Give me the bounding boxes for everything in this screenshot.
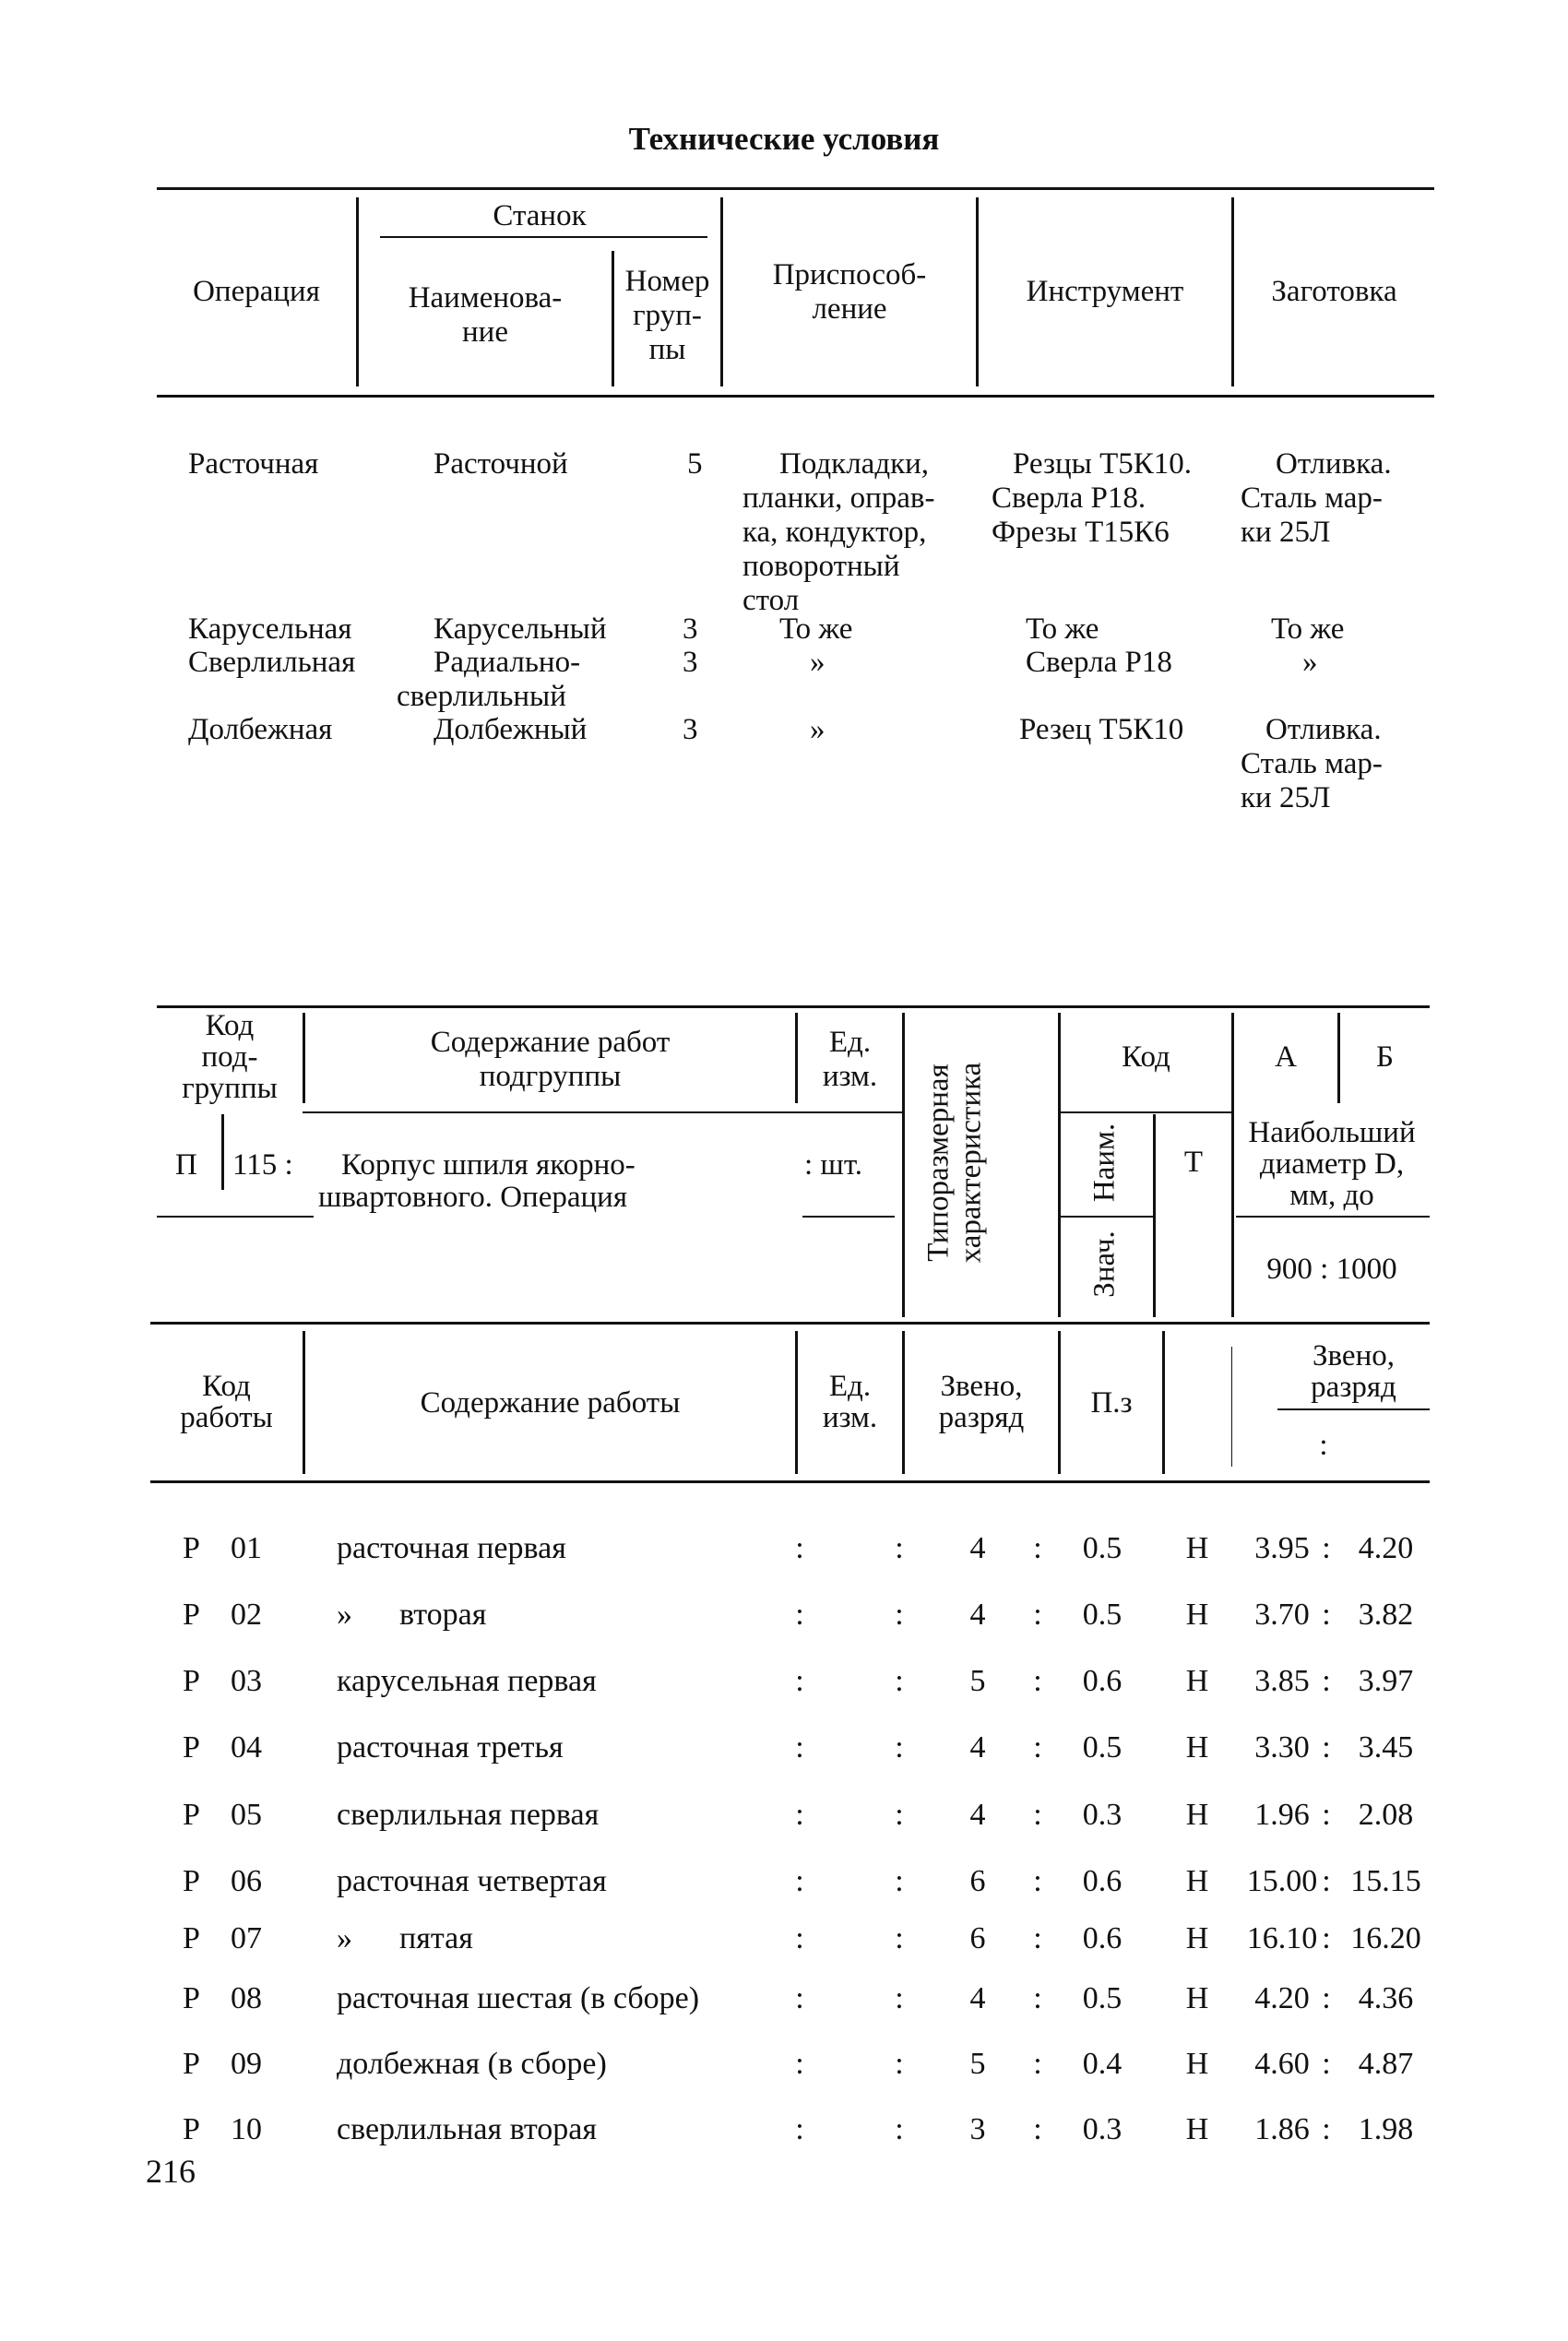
row-c4: : xyxy=(1322,2112,1331,2146)
header-group-1: Номер xyxy=(624,265,710,298)
row-b: 4.87 xyxy=(1358,2047,1414,2081)
row-h: Н xyxy=(1185,1981,1209,2015)
row-a: 3.70 xyxy=(1254,1598,1310,1632)
row-p: Р xyxy=(183,2112,200,2146)
row-c2: : xyxy=(895,1864,904,1898)
hdr-znach: Знач. xyxy=(1087,1230,1122,1298)
row-c1: : xyxy=(795,1798,804,1832)
subgroup-content-2: швартовного. Операция xyxy=(318,1181,627,1214)
row-c2: : xyxy=(895,1730,904,1765)
header-group-2: груп- xyxy=(633,299,702,332)
row-name: расточная шестая (в сборе) xyxy=(337,1981,700,2015)
hdr-col-b: Б xyxy=(1376,1040,1394,1074)
row-c1: : xyxy=(795,1730,804,1765)
row-c3: : xyxy=(1033,1598,1042,1632)
row-group: 5 xyxy=(687,447,703,481)
row-machine: сверлильный xyxy=(397,680,566,713)
row-h: Н xyxy=(1185,1864,1209,1898)
hdr-col-a: А xyxy=(1275,1040,1297,1074)
row-operation: Расточная xyxy=(188,447,319,481)
hdr-work-code-2: работы xyxy=(180,1401,273,1434)
row-machine: Радиально- xyxy=(434,646,581,679)
hdr-typesize-1: Типоразмерная xyxy=(921,1064,956,1262)
hdr-work-content: Содержание работы xyxy=(420,1386,681,1420)
row-h: Н xyxy=(1185,2112,1209,2146)
row-c2: : xyxy=(895,1531,904,1565)
row-p: Р xyxy=(183,1798,200,1832)
header-machine-name-2: ние xyxy=(462,315,508,349)
row-blank: То же xyxy=(1271,612,1345,646)
row-tool: Фрезы Т15К6 xyxy=(992,516,1170,549)
row-grade: 6 xyxy=(969,1921,986,1955)
row-h: Н xyxy=(1185,1730,1209,1765)
row-c2: : xyxy=(895,1798,904,1832)
row-group: 3 xyxy=(683,713,698,746)
row-p: Р xyxy=(183,1864,200,1898)
row-p: Р xyxy=(183,2047,200,2081)
hdr-max-diam-1: Наибольший xyxy=(1248,1116,1416,1149)
row-c1: : xyxy=(795,1981,804,2015)
row-num: 06 xyxy=(231,1864,262,1898)
row-c4: : xyxy=(1322,1664,1331,1698)
row-tool: То же xyxy=(1026,612,1099,646)
hdr-max-diam-2: диаметр D, xyxy=(1259,1147,1405,1181)
row-c3: : xyxy=(1033,1981,1042,2015)
row-fixture: поворотный xyxy=(742,550,900,583)
subgroup-content-1: Корпус шпиля якорно- xyxy=(341,1148,636,1182)
row-b: 3.97 xyxy=(1358,1664,1414,1698)
row-c1: : xyxy=(795,1921,804,1955)
row-name: » пятая xyxy=(337,1921,473,1955)
hdr-code: Код xyxy=(1122,1040,1170,1074)
row-tool: Резцы Т5К10. xyxy=(1013,447,1193,481)
row-p: Р xyxy=(183,1730,200,1765)
row-c2: : xyxy=(895,1921,904,1955)
row-h: Н xyxy=(1185,1921,1209,1955)
row-c2: : xyxy=(895,2047,904,2081)
row-b: 16.20 xyxy=(1350,1921,1421,1955)
hdr-work-code-1: Код xyxy=(202,1370,251,1403)
row-operation: Карусельная xyxy=(188,612,352,646)
header-machine-name-1: Наименова- xyxy=(408,281,563,315)
row-pz: 0.6 xyxy=(1082,1921,1123,1955)
row-c3: : xyxy=(1033,1798,1042,1832)
hdr-code-subgroup-1: Код xyxy=(205,1009,255,1042)
row-num: 07 xyxy=(231,1921,262,1955)
header-fixture-2: ление xyxy=(812,292,887,326)
row-b: 3.82 xyxy=(1358,1598,1414,1632)
hdr-max-diam-3: мм, до xyxy=(1289,1179,1374,1212)
row-group: 3 xyxy=(683,646,698,679)
row-num: 02 xyxy=(231,1598,262,1632)
row-pz: 0.5 xyxy=(1082,1981,1123,2015)
hdr-range: 900 : 1000 xyxy=(1266,1253,1397,1286)
row-h: Н xyxy=(1185,1664,1209,1698)
row-p: Р xyxy=(183,1981,200,2015)
row-c4: : xyxy=(1322,1981,1331,2015)
subgroup-letter: П xyxy=(175,1148,197,1182)
row-c3: : xyxy=(1033,1664,1042,1698)
row-blank: Сталь мар- xyxy=(1241,481,1383,515)
row-blank: Сталь мар- xyxy=(1241,747,1383,780)
row-name: расточная первая xyxy=(337,1531,566,1565)
row-a: 3.85 xyxy=(1254,1664,1310,1698)
row-blank: » xyxy=(1302,646,1318,679)
row-c3: : xyxy=(1033,1730,1042,1765)
hdr-work-link-1: Звено, xyxy=(940,1370,1023,1403)
row-a: 1.86 xyxy=(1254,2112,1310,2146)
row-a: 3.95 xyxy=(1254,1531,1310,1565)
hdr-unit-1: Ед. xyxy=(828,1026,872,1059)
row-p: Р xyxy=(183,1531,200,1565)
row-num: 01 xyxy=(231,1531,262,1565)
row-tool: Сверла Р18 xyxy=(1026,646,1172,679)
subgroup-code: 115 : xyxy=(232,1148,293,1182)
row-operation: Сверлильная xyxy=(188,646,356,679)
hdr-work-unit-2: изм. xyxy=(822,1401,878,1434)
row-grade: 6 xyxy=(969,1864,986,1898)
page-number: 216 xyxy=(146,2153,196,2190)
subgroup-unit: : шт. xyxy=(804,1148,863,1182)
row-tool: Сверла Р18. xyxy=(992,481,1146,515)
row-c1: : xyxy=(795,2112,804,2146)
row-c4: : xyxy=(1322,1598,1331,1632)
row-num: 04 xyxy=(231,1730,262,1765)
row-grade: 5 xyxy=(969,1664,986,1698)
row-b: 4.36 xyxy=(1358,1981,1414,2015)
row-c1: : xyxy=(795,1598,804,1632)
row-fixture: » xyxy=(810,646,826,679)
row-name: расточная третья xyxy=(337,1730,564,1765)
row-h: Н xyxy=(1185,1798,1209,1832)
row-c4: : xyxy=(1322,1798,1331,1832)
row-fixture: Подкладки, xyxy=(779,447,930,481)
row-pz: 0.3 xyxy=(1082,2112,1123,2146)
row-c3: : xyxy=(1033,2047,1042,2081)
row-grade: 4 xyxy=(969,1798,986,1832)
row-c1: : xyxy=(795,1664,804,1698)
header-group-3: пы xyxy=(648,333,686,366)
row-c4: : xyxy=(1322,1730,1331,1765)
row-pz: 0.6 xyxy=(1082,1664,1123,1698)
row-pz: 0.3 xyxy=(1082,1798,1123,1832)
row-num: 10 xyxy=(231,2112,262,2146)
hdr-code-subgroup-3: группы xyxy=(182,1072,278,1105)
row-grade: 5 xyxy=(969,2047,986,2081)
row-pz: 0.5 xyxy=(1082,1598,1123,1632)
row-c1: : xyxy=(795,1864,804,1898)
row-c4: : xyxy=(1322,1921,1331,1955)
row-name: долбежная (в сборе) xyxy=(337,2047,607,2081)
hdr-content-subgroup-1: Содержание работ xyxy=(430,1026,671,1059)
row-b: 1.98 xyxy=(1358,2112,1414,2146)
row-machine: Расточной xyxy=(434,447,568,481)
row-h: Н xyxy=(1185,2047,1209,2081)
row-c2: : xyxy=(895,1981,904,2015)
row-name: сверлильная вторая xyxy=(337,2112,597,2146)
row-grade: 3 xyxy=(969,2112,986,2146)
row-group: 3 xyxy=(683,612,698,646)
hdr-t: Т xyxy=(1183,1146,1204,1179)
row-name: сверлильная первая xyxy=(337,1798,600,1832)
row-num: 05 xyxy=(231,1798,262,1832)
row-c2: : xyxy=(895,1598,904,1632)
row-c2: : xyxy=(895,2112,904,2146)
hdr-work-link2-2: разряд xyxy=(1311,1371,1396,1404)
row-p: Р xyxy=(183,1921,200,1955)
header-tool: Инструмент xyxy=(1026,275,1184,308)
row-c1: : xyxy=(795,2047,804,2081)
row-fixture: » xyxy=(810,713,826,746)
row-b: 15.15 xyxy=(1350,1864,1421,1898)
hdr-unit-2: изм. xyxy=(822,1060,878,1093)
row-name: карусельная первая xyxy=(337,1664,597,1698)
row-blank: Отливка. xyxy=(1265,713,1382,746)
row-grade: 4 xyxy=(969,1730,986,1765)
row-name: » вторая xyxy=(337,1598,487,1632)
row-c2: : xyxy=(895,1664,904,1698)
row-c1: : xyxy=(795,1531,804,1565)
row-c4: : xyxy=(1322,2047,1331,2081)
row-operation: Долбежная xyxy=(188,713,333,746)
hdr-work-link2-1: Звено, xyxy=(1313,1339,1395,1373)
row-a: 4.20 xyxy=(1254,1981,1310,2015)
row-blank: Отливка. xyxy=(1276,447,1392,481)
row-num: 09 xyxy=(231,2047,262,2081)
row-a: 1.96 xyxy=(1254,1798,1310,1832)
row-p: Р xyxy=(183,1664,200,1698)
row-c3: : xyxy=(1033,1531,1042,1565)
row-num: 03 xyxy=(231,1664,262,1698)
row-c4: : xyxy=(1322,1864,1331,1898)
row-fixture: планки, оправ- xyxy=(742,481,935,515)
page-title: Технические условия xyxy=(628,121,940,157)
row-tool: Резец Т5К10 xyxy=(1019,713,1184,746)
header-machine: Станок xyxy=(493,199,587,232)
hdr-work-colon: : xyxy=(1319,1429,1328,1462)
row-a: 3.30 xyxy=(1254,1730,1310,1765)
row-p: Р xyxy=(183,1598,200,1632)
row-fixture: стол xyxy=(742,584,800,617)
row-c4: : xyxy=(1322,1531,1331,1565)
hdr-code-subgroup-2: под- xyxy=(201,1040,258,1074)
hdr-content-subgroup-2: подгруппы xyxy=(479,1060,622,1093)
row-grade: 4 xyxy=(969,1981,986,2015)
row-pz: 0.6 xyxy=(1082,1864,1123,1898)
row-b: 4.20 xyxy=(1358,1531,1414,1565)
row-a: 15.00 xyxy=(1246,1864,1318,1898)
row-c3: : xyxy=(1033,2112,1042,2146)
row-b: 3.45 xyxy=(1358,1730,1414,1765)
row-pz: 0.5 xyxy=(1082,1730,1123,1765)
row-pz: 0.5 xyxy=(1082,1531,1123,1565)
row-fixture: ка, кондуктор, xyxy=(742,516,927,549)
header-fixture-1: Приспособ- xyxy=(772,258,927,291)
row-machine: Карусельный xyxy=(434,612,607,646)
row-grade: 4 xyxy=(969,1531,986,1565)
hdr-work-pz: П.з xyxy=(1090,1386,1133,1420)
row-c3: : xyxy=(1033,1921,1042,1955)
header-blank: Заготовка xyxy=(1271,275,1397,308)
row-machine: Долбежный xyxy=(434,713,588,746)
row-name: расточная четвертая xyxy=(337,1864,607,1898)
row-grade: 4 xyxy=(969,1598,986,1632)
header-operation: Операция xyxy=(193,275,320,308)
row-blank: ки 25Л xyxy=(1241,516,1331,549)
hdr-work-link-2: разряд xyxy=(938,1401,1025,1434)
hdr-typesize-2: характеристика xyxy=(954,1062,988,1264)
hdr-work-unit-1: Ед. xyxy=(828,1370,872,1403)
hdr-naim: Наим. xyxy=(1087,1123,1122,1203)
row-a: 16.10 xyxy=(1246,1921,1318,1955)
row-num: 08 xyxy=(231,1981,262,2015)
row-fixture: То же xyxy=(779,612,853,646)
row-c3: : xyxy=(1033,1864,1042,1898)
row-h: Н xyxy=(1185,1598,1209,1632)
row-a: 4.60 xyxy=(1254,2047,1310,2081)
row-h: Н xyxy=(1185,1531,1209,1565)
row-blank: ки 25Л xyxy=(1241,781,1331,814)
row-pz: 0.4 xyxy=(1082,2047,1123,2081)
row-b: 2.08 xyxy=(1358,1798,1414,1832)
